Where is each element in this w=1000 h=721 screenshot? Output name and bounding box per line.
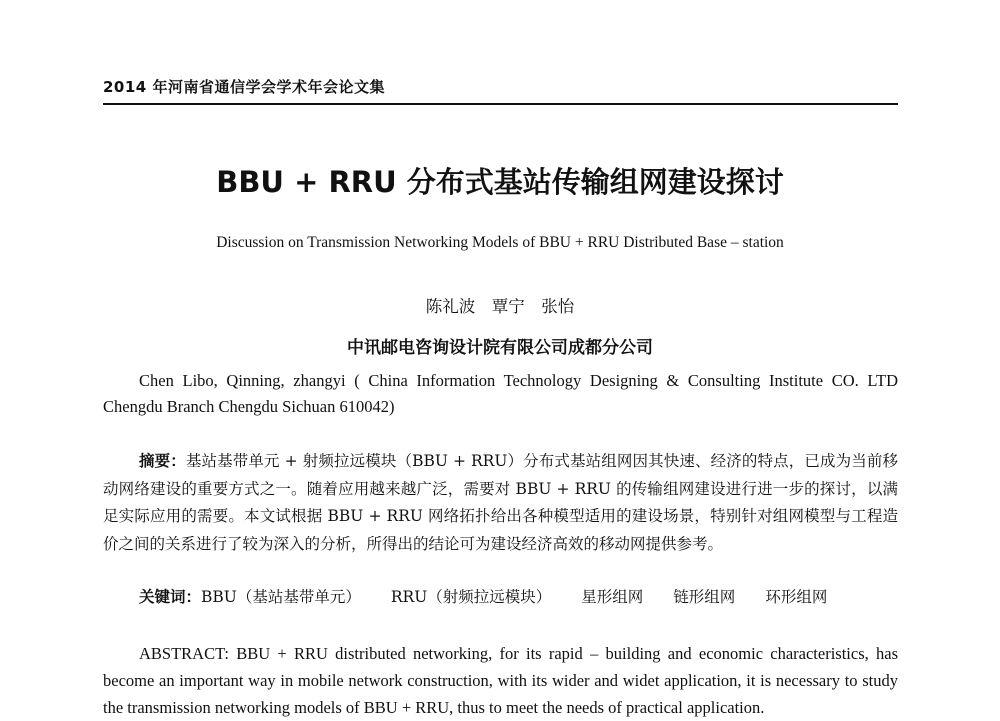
keyword-item: 链形组网: [673, 588, 736, 606]
abstract-chinese: [103, 448, 898, 558]
keyword-item: RRU（射频拉远模块）: [390, 588, 552, 606]
abstract-en-label: ABSTRACT:: [139, 644, 229, 663]
paper-title-english: Discussion on Transmission Networking Models of BBU + RRU Distributed Base – station: [216, 234, 784, 251]
keywords: [139, 585, 898, 607]
paper-title-chinese: BBU + RRU 分布式基站传输组网建设探讨: [216, 165, 784, 199]
abstract-text: 基站基带单元 + 射频拉远模块（BBU + RRU）分布式基站组网因其快速、经济的特点，已成为当前移动网络建设的重要方式之一。随着应用越来越广泛，需要对 BBU + RRU 的传输组网建设进行进一步的探讨，以满足实际应用的需要。本文试根据 BBU + RRU 网络拓扑给出各种模型适用的建设场景，特别针对组网模型与工程造价之间的关系进行了较为深入的分析，所得出的结论可为建设经济高效的移动网提供参考。: [103, 452, 898, 553]
running-header: 2014 年河南省通信学会学术年会论文集: [103, 78, 385, 96]
keyword-item: 环形组网: [765, 588, 828, 606]
abstract-en-text: BBU + RRU distributed networking, for its rapid – building and economic characteristics, has become an important way in mobile network construction, with its wider and widet application, it is necessary to study the transmission networking models of BBU + RRU, thus to meet the needs of practical application.: [103, 644, 899, 717]
affiliation-chinese: 中讯邮电咨询设计院有限公司成都分公司: [347, 338, 653, 358]
header-divider: [103, 103, 898, 105]
author-list: 陈礼波 覃宁 张怡: [425, 297, 575, 316]
affiliation-english: Chen Libo, Qinning, zhangyi ( China Information Technology Designing & Consulting Institute CO. LTD Chengdu Branch Chengdu Sichuan 610042): [103, 371, 898, 416]
abstract-english: [103, 640, 898, 721]
keywords-label: 关键词：: [139, 588, 202, 606]
keyword-item: BBU（基站基带单元）: [201, 588, 361, 606]
keyword-item: 星形组网: [581, 588, 644, 606]
abstract-label: 摘要：: [139, 452, 186, 470]
